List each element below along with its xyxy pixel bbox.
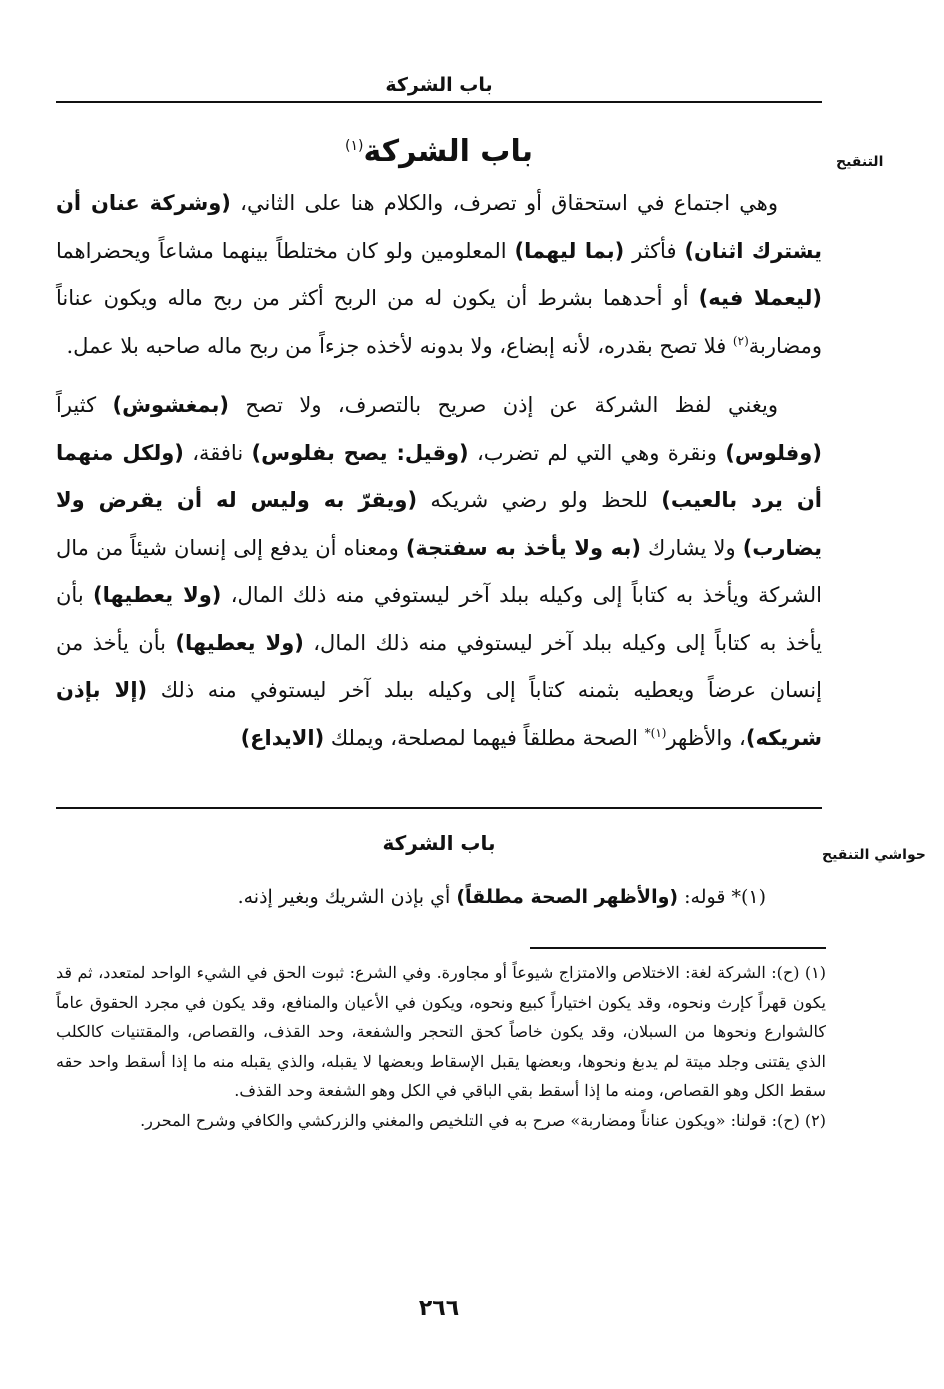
bold-phrase: (وشركة عنان أن يشترك اثنان) bbox=[56, 191, 823, 263]
side-label-tanqih: التنقيح bbox=[836, 154, 884, 170]
text: ويغني لفظ الشركة عن إذن صريح بالتصرف، ولا تصح bbox=[245, 393, 778, 417]
hashiya-title: باب الشركة bbox=[382, 831, 496, 855]
footnotes bbox=[56, 958, 826, 1135]
bold-phrase: (إلا بإذن شريكه) bbox=[56, 678, 822, 750]
text: فأكثر bbox=[632, 238, 677, 263]
bold-phrase: (بمغشوش) bbox=[112, 393, 229, 417]
note-prefix: (١)* قوله: bbox=[684, 886, 766, 908]
bold-phrase: (ليعملا فيه) bbox=[698, 286, 822, 310]
text: الصحة مطلقاً فيهما لمصلحة، ويملك bbox=[330, 725, 638, 750]
bold-phrase: (ولا يعطيها) bbox=[93, 583, 222, 607]
page-number: ٢٦٦ bbox=[418, 1296, 460, 1321]
main-text bbox=[56, 180, 822, 762]
bold-phrase: (بما ليهما) bbox=[514, 238, 625, 263]
section-rule bbox=[56, 807, 822, 809]
note-text: أي بإذن الشريك وبغير إذنه. bbox=[237, 886, 451, 908]
bold-phrase: (ولا يعطيها) bbox=[175, 630, 304, 655]
text: فلا تصح بقدره، لأنه إبضاع، ولا بدونه لأخذه جزءاً من ربح ماله صاحبه بلا عمل. bbox=[66, 333, 727, 358]
bold-phrase: (وفلوس) bbox=[725, 440, 822, 465]
hashiya-ref: (١)* bbox=[644, 725, 667, 740]
chapter-title bbox=[56, 124, 822, 174]
bold-phrase: (ويقرّ به وليس له أن يقرض ولا يضارب) bbox=[56, 488, 822, 560]
text: ومعناه أن يدفع إلى إنسان شيئاً من مال الشركة ويأخذ به كتاباً إلى وكيله ببلد آخر ليستوفي منه ذلك المال، bbox=[56, 535, 822, 607]
paragraph-2 bbox=[56, 382, 822, 762]
text: ونقرة وهي التي لم تضرب، bbox=[476, 440, 717, 465]
hashiya-note bbox=[56, 882, 766, 912]
text: وهي اجتماع في استحقاق أو تصرف، والكلام هنا على الثاني، bbox=[240, 191, 778, 215]
paragraph-1 bbox=[56, 180, 822, 370]
text: بأن يأخذ من إنسان عرضاً ويعطيه بثمنه كتاباً إلى وكيله ببلد آخر ليستوفي منه ذلك bbox=[56, 630, 822, 702]
bold-phrase: (ولكل منهما أن يرد بالعيب) bbox=[56, 440, 822, 512]
text: ولا يشارك bbox=[648, 535, 736, 560]
text: للحظ ولو رضي شريكه bbox=[430, 488, 648, 512]
chapter-title-note-ref: (١) bbox=[345, 138, 364, 154]
bold-phrase: (الايداع) bbox=[240, 725, 325, 750]
footnote-1: (١) (ح): الشركة لغة: الاختلاص والامتزاج شيوعاً أو مجاورة. وفي الشرع: ثبوت الحق في الشيء الواحد لمتعدد، ثم قد يكون قهراً كإرث ونحوه، وقد يكون اختياراً كبيع ونحوه، ويكون في الأعيان والمنافع، وقد يكون في مجرد الحقوق عاماً كالشوارع ونحوها من السبلان، وقد يكون خاصاً كحق التحجر والشفعة، وحد القذف، والقصاص، والمقتنيات كالكلب الذي يقتنى وجلد ميتة لم يدبغ ونحوها، وبعضها يقبل الإسقاط وبعضها لا يقبله، والذي يقبله منه ما إذا أسقط واحد حقه سقط الكل وهو القصاص، ومنه ما إذا أسقط بقي الباقي في الكل وهو الشفعة وحد القذف. bbox=[56, 963, 827, 1100]
side-label-hawashi: حواشي التنقيح bbox=[822, 847, 926, 863]
bold-phrase: (والأظهر الصحة مطلقاً) bbox=[456, 886, 679, 908]
text: بأن يأخذ به كتاباً إلى وكيله ببلد آخر ليستوفي منه ذلك المال، bbox=[56, 583, 823, 655]
text: كثيراً bbox=[56, 393, 97, 417]
running-head: باب الشركة bbox=[385, 74, 493, 96]
footnote-rule bbox=[530, 947, 826, 949]
bold-phrase: (به ولا يأخذ به سفتجة) bbox=[405, 535, 641, 560]
footnote-ref: (٢) bbox=[732, 333, 749, 348]
text: نافقة، bbox=[192, 440, 244, 465]
text: المعلومين ولو كان مختلطاً بينهما مشاعاً ويحضراهما bbox=[56, 238, 507, 263]
footnote-2: (٢) (ح): قولنا: «ويكون عناناً ومضاربة» صرح به في التلخيص والمغني والزركشي والكافي وشرح المحرر. bbox=[140, 1110, 826, 1130]
text: ، والأظهر bbox=[666, 725, 746, 750]
header-rule bbox=[56, 101, 822, 103]
bold-phrase: (وقيل: يصح بفلوس) bbox=[251, 440, 469, 465]
text: أو أحدهما بشرط أن يكون له من الربح أكثر من ربح ماله ويكون عناناً ومضاربة bbox=[56, 286, 822, 358]
chapter-title-text: باب الشركة bbox=[363, 134, 533, 169]
